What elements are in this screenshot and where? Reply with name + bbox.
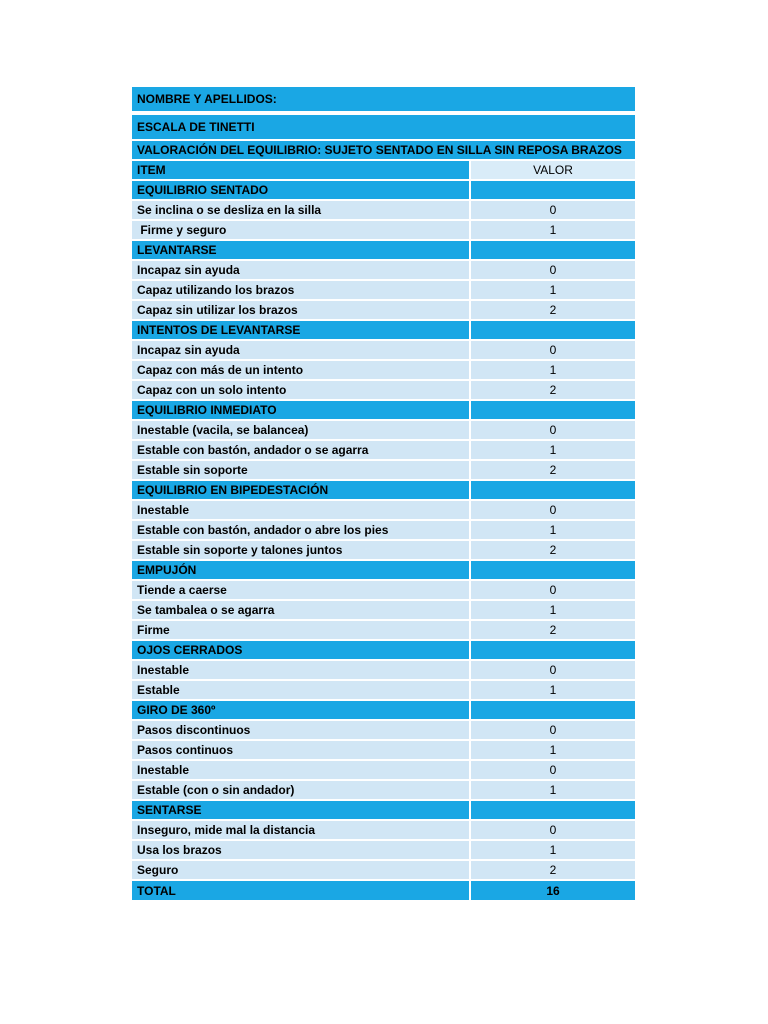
item-label: Estable sin soporte y talones juntos: [132, 541, 469, 559]
item-label: Inseguro, mide mal la distancia: [132, 821, 469, 839]
item-label: Capaz sin utilizar los brazos: [132, 301, 469, 319]
item-value: 0: [471, 821, 635, 839]
item-label: Usa los brazos: [132, 841, 469, 859]
table-row: [132, 581, 635, 599]
item-label: Pasos discontinuos: [132, 721, 469, 739]
item-label: Inestable: [132, 661, 469, 679]
section-header-row: [132, 561, 635, 579]
item-label: Incapaz sin ayuda: [132, 261, 469, 279]
section-value-cell: [471, 181, 635, 199]
section-header-row: [132, 401, 635, 419]
item-label: Estable con bastón, andador o abre los pies: [132, 521, 469, 539]
section-header-row: [132, 481, 635, 499]
section-value-cell: [471, 801, 635, 819]
item-value: 0: [471, 501, 635, 519]
section-title: OJOS CERRADOS: [132, 641, 469, 659]
item-label: Inestable: [132, 761, 469, 779]
section-value-cell: [471, 561, 635, 579]
item-label: Inestable (vacila, se balancea): [132, 421, 469, 439]
section-title: EQUILIBRIO EN BIPEDESTACIÓN: [132, 481, 469, 499]
item-label: Firme y seguro: [132, 221, 469, 239]
section-title: INTENTOS DE LEVANTARSE: [132, 321, 469, 339]
item-value: 2: [471, 541, 635, 559]
table-row: [132, 681, 635, 699]
item-label: Estable con bastón, andador o se agarra: [132, 441, 469, 459]
item-label: Capaz con más de un intento: [132, 361, 469, 379]
item-label: Estable: [132, 681, 469, 699]
table-row: [132, 841, 635, 859]
assessment-title-row: [132, 141, 635, 159]
item-value: 1: [471, 221, 635, 239]
item-label: Estable sin soporte: [132, 461, 469, 479]
table-row: [132, 281, 635, 299]
name-label: NOMBRE Y APELLIDOS:: [137, 92, 277, 106]
section-title: GIRO DE 360º: [132, 701, 469, 719]
table-row: [132, 341, 635, 359]
section-header-row: [132, 321, 635, 339]
item-label: Pasos continuos: [132, 741, 469, 759]
section-header-row: [132, 181, 635, 199]
item-value: 1: [471, 741, 635, 759]
section-value-cell: [471, 481, 635, 499]
table-row: [132, 621, 635, 639]
section-value-cell: [471, 401, 635, 419]
table-body: [132, 181, 635, 879]
total-value: 16: [471, 881, 635, 900]
section-value-cell: [471, 241, 635, 259]
section-title: EMPUJÓN: [132, 561, 469, 579]
scale-title: ESCALA DE TINETTI: [137, 120, 255, 134]
item-value: 0: [471, 661, 635, 679]
name-field-row: [132, 87, 635, 111]
section-header-row: [132, 241, 635, 259]
item-label: Firme: [132, 621, 469, 639]
item-label: Capaz utilizando los brazos: [132, 281, 469, 299]
item-label: Estable (con o sin andador): [132, 781, 469, 799]
item-value: 2: [471, 381, 635, 399]
item-value: 1: [471, 841, 635, 859]
item-value: 2: [471, 301, 635, 319]
table-row: [132, 781, 635, 799]
item-value: 0: [471, 581, 635, 599]
item-label: Tiende a caerse: [132, 581, 469, 599]
item-value: 1: [471, 361, 635, 379]
tinetti-table: [132, 87, 635, 902]
assessment-title: VALORACIÓN DEL EQUILIBRIO: SUJETO SENTADO EN SILLA SIN REPOSA BRAZOS: [137, 143, 622, 157]
section-header-row: [132, 701, 635, 719]
item-value: 0: [471, 341, 635, 359]
table-row: [132, 301, 635, 319]
section-value-cell: [471, 701, 635, 719]
item-value: 2: [471, 621, 635, 639]
table-row: [132, 441, 635, 459]
item-value: 0: [471, 761, 635, 779]
item-value: 1: [471, 681, 635, 699]
item-value: 0: [471, 261, 635, 279]
table-row: [132, 821, 635, 839]
table-row: [132, 381, 635, 399]
item-value: 1: [471, 521, 635, 539]
item-label: Capaz con un solo intento: [132, 381, 469, 399]
item-label: Inestable: [132, 501, 469, 519]
item-value: 1: [471, 441, 635, 459]
item-value: 0: [471, 721, 635, 739]
item-label: Incapaz sin ayuda: [132, 341, 469, 359]
table-row: [132, 601, 635, 619]
item-label: Se tambalea o se agarra: [132, 601, 469, 619]
table-row: [132, 741, 635, 759]
column-header-item: ITEM: [132, 161, 469, 179]
item-value: 2: [471, 461, 635, 479]
item-value: 0: [471, 421, 635, 439]
item-value: 0: [471, 201, 635, 219]
column-header-row: [132, 161, 635, 179]
item-value: 2: [471, 861, 635, 879]
table-row: [132, 721, 635, 739]
table-row: [132, 261, 635, 279]
table-row: [132, 221, 635, 239]
table-row: [132, 461, 635, 479]
item-value: 1: [471, 781, 635, 799]
section-header-row: [132, 641, 635, 659]
table-row: [132, 501, 635, 519]
table-row: [132, 421, 635, 439]
section-header-row: [132, 801, 635, 819]
section-title: EQUILIBRIO SENTADO: [132, 181, 469, 199]
item-value: 1: [471, 601, 635, 619]
section-title: EQUILIBRIO INMEDIATO: [132, 401, 469, 419]
table-row: [132, 361, 635, 379]
section-value-cell: [471, 641, 635, 659]
item-label: Seguro: [132, 861, 469, 879]
total-label: TOTAL: [132, 881, 469, 900]
total-row: [132, 881, 635, 900]
section-value-cell: [471, 321, 635, 339]
item-value: 1: [471, 281, 635, 299]
scale-title-row: [132, 115, 635, 139]
section-title: SENTARSE: [132, 801, 469, 819]
table-row: [132, 541, 635, 559]
item-label: Se inclina o se desliza en la silla: [132, 201, 469, 219]
table-row: [132, 201, 635, 219]
section-title: LEVANTARSE: [132, 241, 469, 259]
table-row: [132, 861, 635, 879]
table-row: [132, 661, 635, 679]
table-row: [132, 521, 635, 539]
column-header-valor: VALOR: [471, 161, 635, 179]
table-row: [132, 761, 635, 779]
